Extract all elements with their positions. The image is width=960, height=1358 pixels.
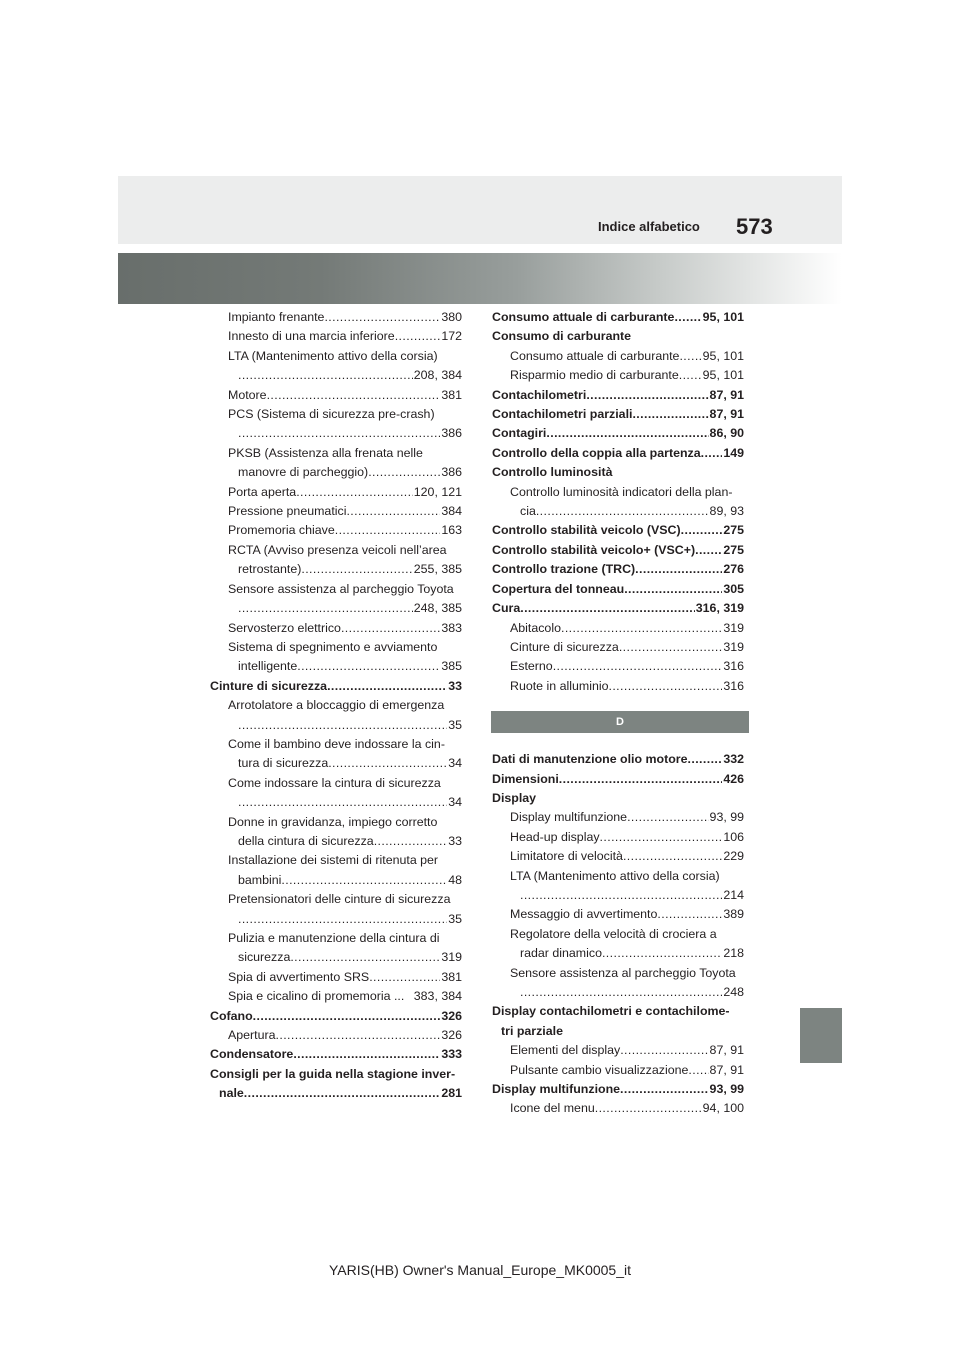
index-entry — [210, 948, 462, 967]
dot-leader — [553, 657, 723, 676]
index-entry — [492, 828, 744, 847]
entry-page-ref: 33 — [448, 833, 462, 848]
index-entry — [492, 405, 744, 424]
dot-leader — [679, 366, 702, 385]
dot-leader — [290, 948, 440, 967]
index-entry — [210, 677, 462, 696]
entry-term: Controllo stabilità veicolo+ (VSC+) — [492, 542, 696, 557]
entry-page-ref: 248 — [723, 985, 744, 999]
entry-page-ref: 87, 91 — [709, 1062, 744, 1077]
index-entry — [492, 560, 744, 579]
dot-leader — [335, 521, 441, 540]
index-entry — [210, 366, 462, 385]
dot-leader — [253, 1007, 441, 1026]
index-entry-text: Installazione dei sistemi di ritenuta per — [228, 853, 439, 868]
entry-term: Apertura — [228, 1028, 276, 1043]
index-entry — [492, 386, 744, 405]
entry-page-ref: 319 — [441, 950, 462, 965]
dot-leader — [238, 424, 440, 443]
dot-leader — [546, 424, 708, 443]
entry-term: cia — [520, 504, 536, 519]
entry-term: Head-up display — [510, 829, 600, 844]
entry-page-ref: 316, 319 — [695, 601, 744, 616]
dot-leader — [520, 886, 722, 905]
entry-page-ref: 87, 91 — [709, 407, 744, 422]
entry-term: Promemoria chiave — [228, 523, 335, 538]
dot-leader — [324, 308, 440, 327]
index-entry-text: PCS (Sistema di sicurezza pre-crash) — [228, 407, 435, 422]
entry-term: Impianto frenante — [228, 310, 325, 324]
entry-page-ref: 35 — [448, 911, 462, 926]
entry-term: Icone del menu — [510, 1101, 595, 1116]
index-entry — [210, 657, 462, 676]
dot-leader — [520, 983, 722, 1002]
dot-leader — [620, 1080, 709, 1099]
dot-leader — [624, 580, 722, 599]
index-entry — [492, 983, 744, 1002]
entry-term: Cinture di sicurezza — [210, 678, 328, 693]
entry-page-ref: 383, 384 — [413, 989, 462, 1004]
entry-term: Pulsante cambio visualizzazione — [510, 1062, 689, 1077]
dot-leader — [681, 521, 723, 540]
section-letter-heading: D — [491, 711, 749, 733]
index-entry — [492, 638, 744, 657]
index-column-left — [210, 308, 462, 1104]
entry-page-ref: 94, 100 — [702, 1101, 744, 1116]
entry-page-ref: 214 — [723, 887, 744, 902]
entry-page-ref: 326 — [441, 1028, 462, 1043]
dot-leader — [267, 386, 441, 405]
entry-page-ref: 276 — [723, 562, 744, 577]
dot-leader — [276, 1026, 441, 1045]
index-entry — [492, 886, 744, 905]
entry-term: intelligente — [238, 659, 298, 674]
entry-page-ref: 106 — [723, 829, 744, 844]
dot-leader — [369, 968, 440, 987]
dot-leader — [374, 832, 448, 851]
index-entry — [492, 808, 744, 827]
entry-term: radar dinamico — [520, 946, 602, 961]
index-entry — [492, 944, 744, 963]
section-title: Indice alfabetico — [598, 219, 700, 234]
entry-page-ref: 386 — [441, 465, 462, 480]
index-entry — [210, 1026, 462, 1045]
index-entry-text: Sensore assistenza al parcheggio Toyota — [228, 581, 454, 596]
index-entry-text: RCTA (Avviso presenza veicoli nell’area — [228, 542, 447, 557]
index-entry — [492, 750, 744, 769]
entry-page-ref: 275 — [723, 523, 744, 538]
entry-page-ref: 385 — [441, 659, 462, 674]
entry-term: Cofano — [210, 1008, 253, 1023]
entry-term: Consumo attuale di carburante — [510, 348, 680, 363]
dot-leader — [657, 905, 722, 924]
index-entry — [492, 1099, 744, 1118]
entry-page-ref: 48 — [448, 872, 462, 887]
index-entry — [492, 905, 744, 924]
dot-leader — [395, 327, 441, 346]
index-entry — [492, 599, 744, 618]
entry-page-ref: 33 — [448, 678, 462, 693]
dot-leader — [296, 483, 413, 502]
dot-leader — [341, 619, 440, 638]
entry-page-ref: 95, 101 — [702, 310, 744, 324]
entry-page-ref: 86, 90 — [709, 426, 744, 441]
entry-term: Controllo trazione (TRC) — [492, 562, 636, 577]
entry-page-ref: 218 — [723, 946, 744, 961]
index-entry — [210, 987, 462, 1006]
entry-term: Esterno — [510, 659, 553, 674]
index-entry — [492, 580, 744, 599]
dot-leader — [586, 386, 708, 405]
index-entry — [210, 424, 462, 443]
index-entry — [492, 424, 744, 443]
entry-term: nale — [219, 1086, 244, 1101]
entry-term: manovre di parcheggio) — [238, 465, 369, 480]
index-entry — [210, 1007, 462, 1026]
entry-term: Spia e cicalino di promemoria ... — [228, 989, 405, 1004]
index-entry-text: tri parziale — [501, 1023, 563, 1038]
entry-term: Servosterzo elettrico — [228, 620, 341, 635]
entry-term: sicurezza — [238, 950, 291, 965]
entry-term: Dimensioni — [492, 771, 559, 786]
index-entry — [210, 871, 462, 890]
entry-page-ref: 163 — [441, 523, 462, 538]
dot-leader — [609, 677, 723, 696]
dot-leader — [238, 599, 413, 618]
index-entry-text: LTA (Mantenimento attivo della corsia) — [510, 868, 720, 883]
entry-term: Dati di manutenzione olio motore — [492, 752, 688, 767]
index-entry — [492, 1041, 744, 1060]
entry-page-ref: 93, 99 — [709, 810, 744, 825]
index-entry — [210, 910, 462, 929]
entry-page-ref: 34 — [448, 756, 462, 771]
entry-page-ref: 305 — [723, 581, 744, 596]
index-entry-text: Controllo luminosità — [492, 465, 613, 480]
entry-term: Contagiri — [492, 426, 547, 441]
entry-page-ref: 384 — [441, 504, 462, 519]
entry-term: Spia di avvertimento SRS — [228, 969, 370, 984]
dot-leader — [244, 1084, 441, 1103]
entry-page-ref: 319 — [723, 620, 744, 635]
entry-page-ref: 275 — [723, 542, 744, 557]
index-entry — [210, 832, 462, 851]
index-entry — [210, 386, 462, 405]
entry-page-ref: 95, 101 — [702, 368, 744, 383]
index-entry-text: Come indossare la cintura di sicurezza — [228, 775, 441, 790]
index-entry — [210, 754, 462, 773]
index-entry — [210, 560, 462, 579]
entry-term: retrostante) — [238, 562, 302, 577]
index-entry — [492, 1061, 744, 1080]
dot-leader — [346, 502, 440, 521]
entry-page-ref: 333 — [441, 1047, 462, 1062]
index-entry — [492, 521, 744, 540]
index-entry — [492, 308, 744, 327]
entry-term: Cura — [492, 601, 521, 616]
entry-page-ref: 389 — [723, 907, 744, 922]
entry-term: Motore — [228, 387, 267, 402]
dot-leader — [520, 599, 695, 618]
index-entry — [210, 716, 462, 735]
entry-page-ref: 93, 99 — [709, 1082, 744, 1097]
entry-term: Messaggio di avvertimento — [510, 907, 658, 922]
dot-leader — [328, 754, 447, 773]
dot-leader — [281, 871, 447, 890]
index-entry-text: Sistema di spegnimento e avviamento — [228, 639, 438, 654]
index-entry — [492, 619, 744, 638]
entry-page-ref: 281 — [441, 1086, 462, 1101]
entry-term: Copertura del tonneau — [492, 581, 625, 596]
index-entry — [492, 770, 744, 789]
entry-term: Consumo attuale di carburante — [492, 310, 675, 324]
entry-term: Pressione pneumatici — [228, 504, 347, 519]
dot-leader — [595, 1099, 702, 1118]
index-entry-text: Controllo luminosità indicatori della plan- — [510, 484, 733, 499]
index-entry — [492, 366, 744, 385]
dot-leader — [679, 347, 701, 366]
index-entry — [210, 968, 462, 987]
entry-term: Limitatore di velocità — [510, 849, 623, 864]
index-entry — [210, 327, 462, 346]
entry-term: Condensatore — [210, 1047, 294, 1062]
index-entry-text: LTA (Mantenimento attivo della corsia) — [228, 348, 438, 363]
entry-page-ref: 35 — [448, 717, 462, 732]
index-entry — [210, 483, 462, 502]
index-entry — [210, 619, 462, 638]
entry-page-ref: 383 — [441, 620, 462, 635]
entry-term: Controllo stabilità veicolo (VSC) — [492, 523, 681, 538]
entry-term: Risparmio medio di carburante — [510, 368, 679, 383]
index-entry — [210, 599, 462, 618]
dot-leader — [695, 541, 722, 560]
entry-page-ref: 248, 385 — [413, 601, 462, 616]
dot-leader — [561, 619, 722, 638]
index-entry — [492, 541, 744, 560]
dot-leader — [674, 308, 701, 327]
dot-leader — [635, 560, 722, 579]
entry-term: Ruote in alluminio — [510, 678, 609, 693]
entry-page-ref: 386 — [441, 426, 462, 441]
index-entry-text: Display contachilometri e contachilome- — [492, 1004, 730, 1019]
index-entry-text: Regolatore della velocità di crociera a — [510, 926, 717, 941]
page-number: 573 — [736, 214, 773, 239]
dot-leader — [293, 1045, 440, 1064]
entry-page-ref: 229 — [723, 849, 744, 864]
index-entry-text: Arrotolatore a bloccaggio di emergenza — [228, 698, 445, 713]
entry-page-ref: 89, 93 — [709, 504, 744, 519]
dot-leader — [701, 444, 723, 463]
dot-leader — [688, 750, 723, 769]
index-entry-text: Display — [492, 790, 537, 805]
entry-page-ref: 316 — [723, 659, 744, 674]
entry-term: Display multifunzione — [510, 810, 628, 825]
dot-leader — [627, 808, 708, 827]
dot-leader — [368, 463, 440, 482]
entry-page-ref: 208, 384 — [413, 368, 462, 383]
entry-term: della cintura di sicurezza — [238, 833, 374, 848]
dot-leader — [301, 560, 412, 579]
entry-page-ref: 172 — [441, 329, 462, 344]
dot-leader — [632, 405, 708, 424]
entry-page-ref: 120, 121 — [413, 484, 462, 499]
entry-page-ref: 255, 385 — [413, 562, 462, 577]
index-entry-text: Consumo di carburante — [492, 329, 632, 344]
dot-leader — [536, 502, 709, 521]
entry-page-ref: 87, 91 — [709, 1043, 744, 1058]
index-entry-text: Donne in gravidanza, impiego corretto — [228, 814, 438, 829]
entry-page-ref: 87, 91 — [709, 387, 744, 402]
dot-leader — [238, 716, 447, 735]
entry-page-ref: 326 — [441, 1008, 462, 1023]
entry-page-ref: 95, 101 — [702, 348, 744, 363]
index-entry — [492, 1080, 744, 1099]
dot-leader — [600, 828, 723, 847]
header-band — [118, 176, 842, 244]
dot-leader — [297, 657, 440, 676]
index-entry — [210, 1084, 462, 1103]
index-entry-text: Pulizia e manutenzione della cintura di — [228, 931, 440, 945]
index-entry-text: Come il bambino deve indossare la cin- — [228, 736, 445, 751]
entry-page-ref: 332 — [723, 752, 744, 767]
entry-term: Contachilometri parziali — [492, 407, 633, 422]
entry-term: Display multifunzione — [492, 1082, 621, 1097]
index-entry — [492, 847, 744, 866]
entry-page-ref: 34 — [448, 795, 462, 810]
index-entry — [210, 463, 462, 482]
index-entry-text: PKSB (Assistenza alla frenata nelle — [228, 445, 423, 460]
dot-leader — [619, 638, 723, 657]
dot-leader — [327, 677, 447, 696]
entry-page-ref: 426 — [723, 771, 744, 786]
index-column-right — [492, 308, 744, 1119]
chapter-thumb-tab — [800, 1008, 842, 1063]
dot-leader — [688, 1061, 708, 1080]
index-entry — [492, 444, 744, 463]
entry-term: Cinture di sicurezza — [510, 639, 619, 654]
index-entry — [492, 347, 744, 366]
entry-page-ref: 149 — [723, 445, 744, 460]
entry-page-ref: 380 — [441, 310, 462, 324]
index-entry — [492, 677, 744, 696]
entry-term: Contachilometri — [492, 387, 587, 402]
entry-term: tura di sicurezza — [238, 756, 329, 771]
index-entry — [492, 657, 744, 676]
index-entry — [210, 1045, 462, 1064]
dot-leader — [238, 793, 447, 812]
index-entry-text: Consigli per la guida nella stagione inver- — [210, 1066, 456, 1081]
dot-leader — [238, 366, 413, 385]
dot-leader — [559, 770, 723, 789]
entry-term: Controllo della coppia alla partenza — [492, 445, 701, 460]
index-entry — [210, 793, 462, 812]
index-entry — [492, 502, 744, 521]
index-entry — [210, 502, 462, 521]
index-entry — [210, 521, 462, 540]
entry-page-ref: 319 — [723, 639, 744, 654]
entry-term: Porta aperta — [228, 484, 297, 499]
entry-term: Elementi del display — [510, 1043, 621, 1058]
dot-leader — [620, 1041, 708, 1060]
entry-term: bambini — [238, 872, 282, 887]
manual-footer: YARIS(HB) Owner's Manual_Europe_MK0005_it — [329, 1262, 631, 1278]
dot-leader — [623, 847, 722, 866]
entry-term: Abitacolo — [510, 620, 561, 635]
index-entry-text: Pretensionatori delle cinture di sicurezza — [228, 892, 451, 907]
entry-page-ref: 316 — [723, 678, 744, 693]
dot-leader — [238, 910, 447, 929]
entry-term: Innesto di una marcia inferiore — [228, 329, 395, 344]
index-entry-text: Sensore assistenza al parcheggio Toyota — [510, 965, 736, 980]
dot-leader — [602, 944, 722, 963]
decorative-gradient-band — [118, 253, 842, 304]
index-entry — [210, 308, 462, 327]
entry-page-ref: 381 — [441, 387, 462, 402]
entry-page-ref: 381 — [441, 969, 462, 984]
